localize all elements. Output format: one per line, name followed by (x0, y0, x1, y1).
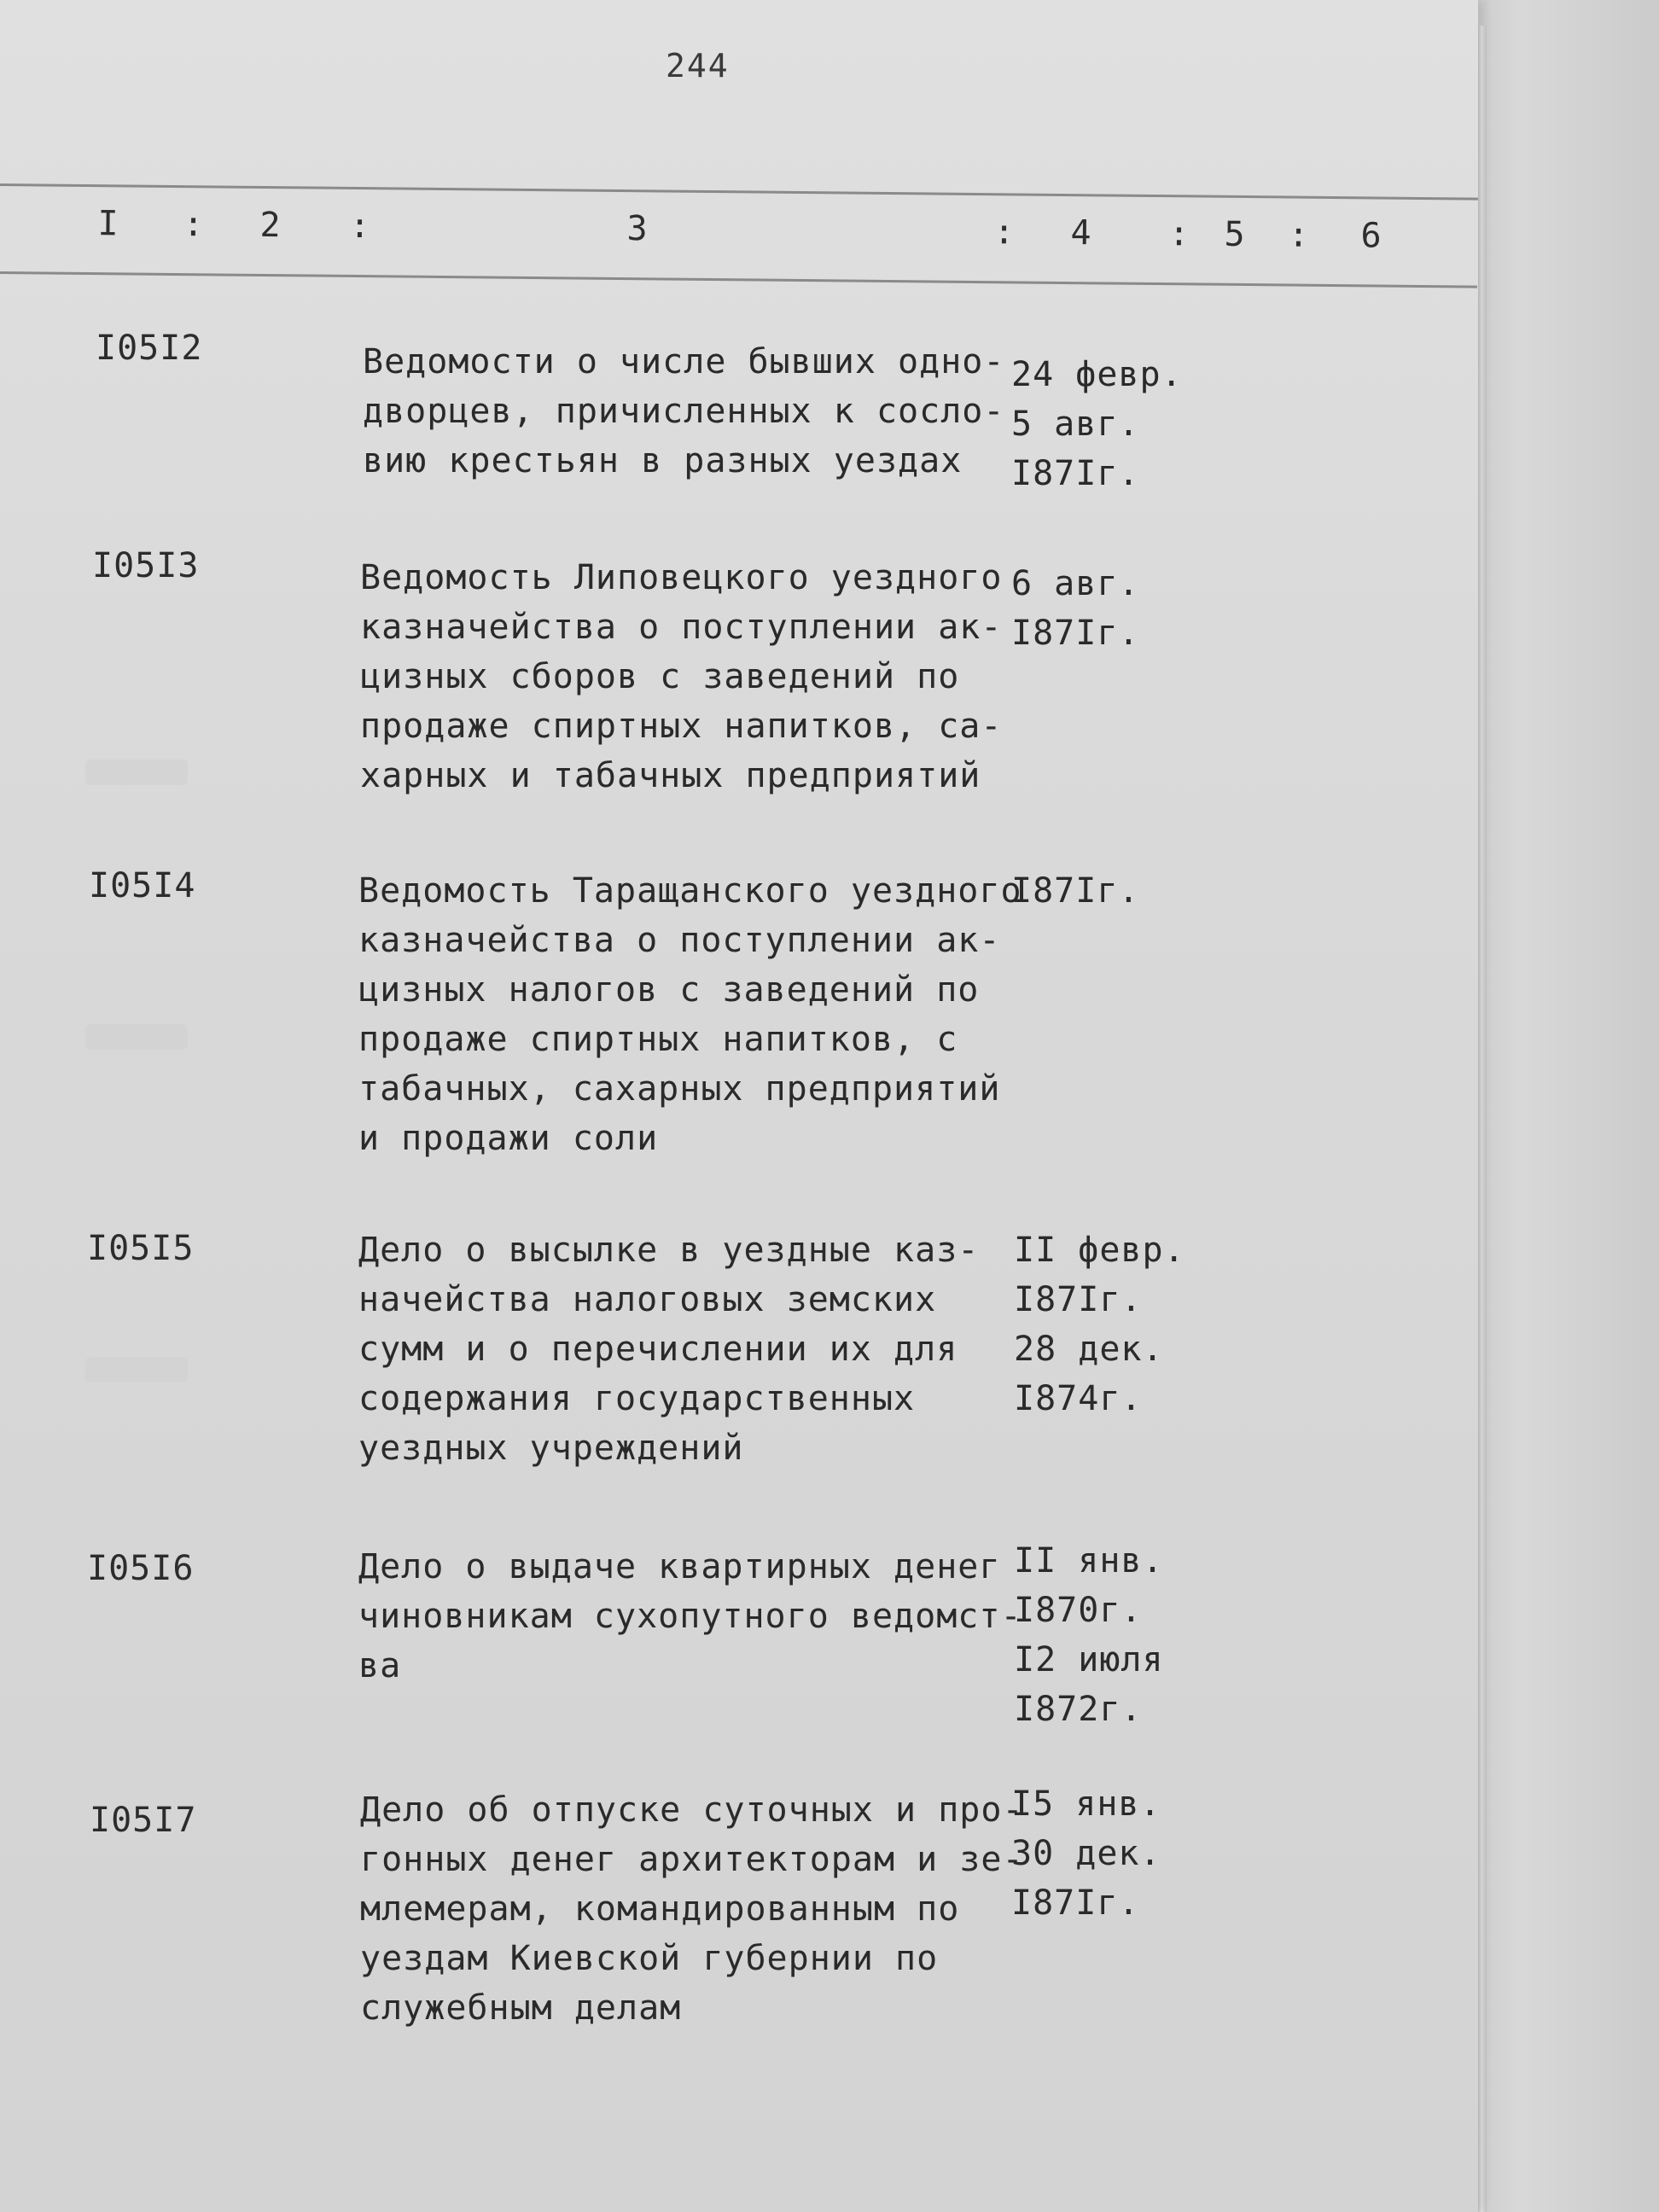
description-line: казначейства о поступлении ак- (358, 921, 1001, 960)
entry-description (358, 1542, 1022, 1691)
date-line: I87Iг. (1011, 1883, 1140, 1923)
description-line: гонных денег архитекторам и зе- (360, 1840, 1024, 1879)
bleed-through-mark (85, 760, 188, 785)
entry-dates (1014, 1225, 1185, 1423)
date-line: I87Iг. (1011, 454, 1140, 493)
entry-description (360, 1785, 1024, 2033)
date-line: I5 янв. (1011, 1784, 1161, 1824)
header-col-4: 4 (1070, 213, 1091, 253)
date-line: II янв. (1014, 1541, 1164, 1580)
date-line: I87Iг. (1014, 1280, 1143, 1319)
entry-number: I05I5 (87, 1229, 195, 1268)
header-separator: : (349, 206, 370, 247)
description-line: ва (358, 1646, 402, 1685)
entry-description (363, 337, 1011, 486)
date-line: 5 авг. (1011, 405, 1140, 444)
entry-dates (1011, 1779, 1161, 1928)
entry-dates (1014, 1536, 1164, 1734)
date-line: I2 июля (1014, 1640, 1164, 1679)
header-separator: : (1168, 214, 1190, 254)
entry-number: I05I4 (89, 866, 196, 905)
date-line: II февр. (1014, 1231, 1185, 1270)
entry-number: I05I7 (90, 1801, 197, 1840)
date-line: I872г. (1014, 1690, 1143, 1729)
description-line: дворцев, причисленных к сосло- (363, 392, 1005, 431)
description-line: цизных сборов с заведений по (360, 657, 960, 696)
page-number: 244 (666, 47, 730, 84)
date-line: 6 авг. (1011, 564, 1140, 603)
description-line: цизных налогов с заведений по (358, 970, 980, 1010)
date-line: I87Iг. (1011, 614, 1140, 653)
date-line: I870г. (1014, 1591, 1143, 1630)
bleed-through-mark (85, 1357, 188, 1382)
date-line: I874г. (1014, 1379, 1143, 1418)
header-separator: : (1288, 215, 1309, 255)
bleed-through-mark (85, 1024, 188, 1050)
header-separator: : (993, 212, 1015, 253)
entry-number: I05I2 (96, 329, 203, 368)
description-line: казначейства о поступлении ак- (360, 608, 1003, 647)
date-line: 30 дек. (1011, 1834, 1161, 1873)
entry-dates (1011, 559, 1140, 658)
header-col-2: 2 (259, 205, 281, 246)
date-line: 24 февр. (1011, 355, 1183, 394)
description-line: Дело о высылке в уездные каз- (358, 1231, 980, 1270)
description-line: служебным делам (360, 1988, 682, 2028)
header-separator: : (183, 205, 204, 245)
description-line: табачных, сахарных предприятий (358, 1069, 1001, 1109)
description-line: Ведомость Таращанского уездного (358, 871, 1022, 911)
header-col-6: 6 (1360, 216, 1382, 256)
description-line: продаже спиртных напитков, са- (360, 707, 1003, 746)
entry-number: I05I6 (87, 1549, 195, 1588)
entry-description (358, 1225, 1007, 1473)
description-line: продаже спиртных напитков, с (358, 1020, 958, 1059)
date-line: I87Iг. (1011, 871, 1140, 911)
underlying-sheet (1485, 0, 1659, 2212)
date-line: 28 дек. (1014, 1330, 1164, 1369)
description-line: вию крестьян в разных уездах (363, 441, 963, 480)
table-header (0, 183, 1478, 288)
header-col-5: 5 (1224, 214, 1245, 255)
description-line: сумм и о перечислении их для (358, 1330, 958, 1369)
entry-description (360, 553, 1009, 800)
entry-dates (1011, 350, 1183, 498)
description-line: и продажи соли (358, 1119, 659, 1158)
description-line: Ведомости о числе бывших одно- (363, 342, 1005, 381)
description-line: харных и табачных предприятий (360, 756, 981, 795)
description-line: уездам Киевской губернии по (360, 1939, 939, 1978)
entry-description (358, 866, 1022, 1163)
entry-dates (1011, 866, 1140, 916)
description-line: Дело о выдаче квартирных денег (358, 1547, 1001, 1586)
description-line: Ведомость Липовецкого уездного (360, 558, 1003, 597)
description-line: чиновникам сухопутного ведомст- (358, 1597, 1022, 1636)
description-line: уездных учреждений (358, 1429, 744, 1468)
description-line: Дело об отпуске суточных и про- (360, 1790, 1024, 1830)
entry-number: I05I3 (92, 546, 200, 585)
header-col-3: 3 (626, 209, 648, 249)
header-col-1: I (97, 204, 119, 244)
description-line: содержания государственных (358, 1379, 916, 1418)
description-line: млемерам, командированным по (360, 1889, 960, 1929)
description-line: начейства налоговых земских (358, 1280, 937, 1319)
